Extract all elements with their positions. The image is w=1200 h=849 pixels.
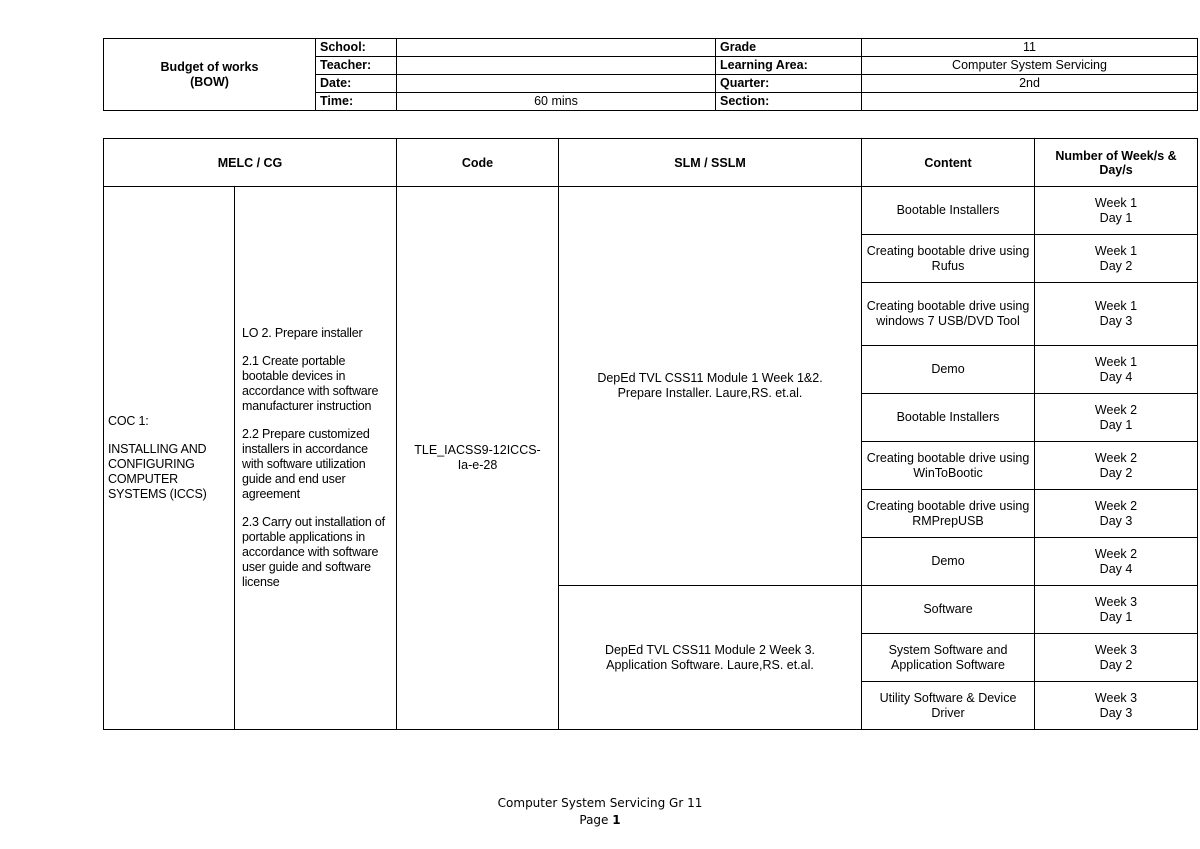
week-day-cell [1035,283,1198,346]
col-header-weeks: Number of Week/s & Day/s [1035,139,1198,187]
week-label: Week 3 [1094,690,1138,705]
code-cell: TLE_IACSS9-12ICCS-Ia-e-28 [397,187,559,730]
week-day-cell [1035,394,1198,442]
content-cell: Utility Software & Device Driver [862,682,1035,730]
footer-page-number: 1 [612,813,621,827]
week-label: Week 2 [1094,450,1138,465]
content-cell: Demo [862,538,1035,586]
learning-area-label: Learning Area: [716,57,862,75]
content-cell: Software [862,586,1035,634]
teacher-value [397,57,716,75]
section-value [862,93,1198,111]
grade-label: Grade [716,39,862,57]
week-label: Week 3 [1094,642,1138,657]
date-value [397,75,716,93]
week-day-cell [1035,490,1198,538]
content-cell: Bootable Installers [862,394,1035,442]
day-label: Day 2 [1099,465,1133,480]
bow-title-line1: Budget of works [160,59,259,74]
week-label: Week 1 [1094,243,1138,258]
bow-title-line2: (BOW) [190,74,229,89]
week-label: Week 2 [1094,498,1138,513]
lo-cell [235,187,397,730]
col-header-slm: SLM / SSLM [559,139,862,187]
lo-item-2-3: 2.3 Carry out installation of portable applications in accordance with software user guide and software license [242,515,385,589]
day-label: Day 3 [1099,705,1133,720]
section-label: Section: [716,93,862,111]
slm-module-2: DepEd TVL CSS11 Module 2 Week 3. Application Software. Laure,RS. et.al. [559,586,862,730]
coc-cell [104,187,235,730]
quarter-label: Quarter: [716,75,862,93]
content-cell: Bootable Installers [862,187,1035,235]
footer-page [0,812,1200,829]
week-day-cell [1035,346,1198,394]
week-day-cell [1035,235,1198,283]
teacher-label: Teacher: [316,57,397,75]
day-label: Day 4 [1099,369,1133,384]
week-day-cell [1035,586,1198,634]
content-cell: Creating bootable drive using Rufus [862,235,1035,283]
week-label: Week 2 [1094,546,1138,561]
week-day-cell [1035,538,1198,586]
coc-number: COC 1: [108,414,149,428]
col-header-content: Content [862,139,1035,187]
grade-value: 11 [862,39,1198,57]
day-label: Day 2 [1099,657,1133,672]
time-label: Time: [316,93,397,111]
day-label: Day 1 [1099,417,1133,432]
bow-title [104,39,316,111]
school-value [397,39,716,57]
date-label: Date: [316,75,397,93]
lo-item-2-2: 2.2 Prepare customized installers in accordance with software utilization guide and end user agreement [242,427,370,501]
day-label: Day 3 [1099,513,1133,528]
col-header-code: Code [397,139,559,187]
learning-area-value: Computer System Servicing [862,57,1198,75]
footer-page-label: Page [579,813,609,827]
lo-title: LO 2. Prepare installer [242,326,363,340]
week-label: Week 1 [1094,299,1138,313]
content-cell: Creating bootable drive using WinToBootic [862,442,1035,490]
time-value: 60 mins [397,93,716,111]
page-footer [0,795,1200,829]
content-cell: Creating bootable drive using RMPrepUSB [862,490,1035,538]
content-cell: System Software and Application Software [862,634,1035,682]
week-label: Week 2 [1094,402,1138,417]
week-label: Week 1 [1094,195,1138,210]
header-table [103,38,1198,111]
week-label: Week 1 [1094,354,1138,369]
week-day-cell [1035,682,1198,730]
content-cell: Demo [862,346,1035,394]
lo-item-2-1: 2.1 Create portable bootable devices in accordance with software manufacturer instruction [242,354,379,413]
content-cell: Creating bootable drive using windows 7 USB/DVD Tool [862,283,1035,346]
coc-title: INSTALLING AND CONFIGURING COMPUTER SYSTEMS (ICCS) [108,442,207,501]
day-label: Day 1 [1099,210,1133,225]
week-day-cell [1035,442,1198,490]
day-label: Day 3 [1099,314,1133,328]
week-day-cell [1035,187,1198,235]
table-row [104,187,1198,235]
day-label: Day 4 [1099,561,1133,576]
day-label: Day 1 [1099,609,1133,624]
footer-title: Computer System Servicing Gr 11 [497,796,703,810]
quarter-value: 2nd [862,75,1198,93]
bow-table [103,138,1198,730]
col-header-melc: MELC / CG [104,139,397,187]
week-day-cell [1035,634,1198,682]
slm-module-1: DepEd TVL CSS11 Module 1 Week 1&2. Prepare Installer. Laure,RS. et.al. [559,187,862,586]
week-label: Week 3 [1094,594,1138,609]
school-label: School: [316,39,397,57]
table-header-row [104,139,1198,187]
day-label: Day 2 [1099,258,1133,273]
